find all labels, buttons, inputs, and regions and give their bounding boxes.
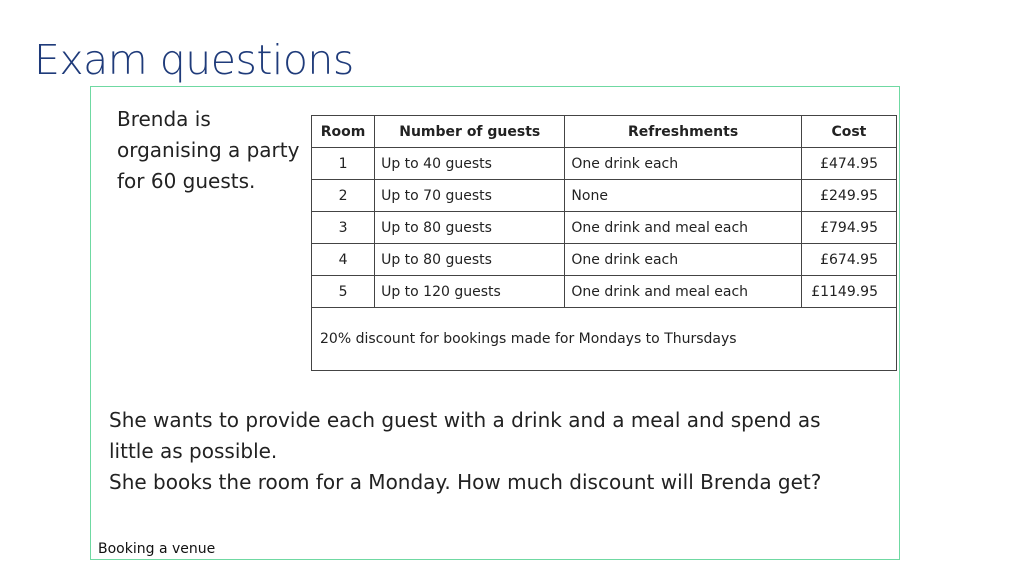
cell-cost: £794.95 [801, 212, 896, 244]
discount-note: 20% discount for bookings made for Mondays to Thursdays [312, 308, 897, 371]
cell-room: 3 [312, 212, 375, 244]
footer-label: Booking a venue [98, 541, 216, 557]
question-line: She wants to provide each guest with a drink and a meal and spend as little as possible. [109, 408, 821, 463]
cell-guests: Up to 120 guests [375, 276, 565, 308]
cell-cost: £249.95 [801, 180, 896, 212]
cell-refreshments: One drink and meal each [565, 276, 801, 308]
cell-cost: £474.95 [801, 148, 896, 180]
table-row [312, 180, 897, 212]
table-row [312, 148, 897, 180]
cell-room: 1 [312, 148, 375, 180]
cell-cost: £674.95 [801, 244, 896, 276]
cell-guests: Up to 40 guests [375, 148, 565, 180]
venue-table-container [311, 115, 897, 371]
header-refreshments: Refreshments [565, 116, 801, 148]
venue-table [311, 115, 897, 371]
table-note-row [312, 308, 897, 371]
header-guests: Number of guests [375, 116, 565, 148]
cell-room: 5 [312, 276, 375, 308]
cell-room: 2 [312, 180, 375, 212]
header-room: Room [312, 116, 375, 148]
cell-room: 4 [312, 244, 375, 276]
table-header-row [312, 116, 897, 148]
table-row [312, 212, 897, 244]
question-line: She books the room for a Monday. How much discount will Brenda get? [109, 470, 822, 494]
slide-title: Exam questions [34, 36, 354, 84]
table-row [312, 276, 897, 308]
cell-cost: £1149.95 [801, 276, 896, 308]
cell-guests: Up to 80 guests [375, 244, 565, 276]
cell-guests: Up to 80 guests [375, 212, 565, 244]
cell-refreshments: One drink each [565, 148, 801, 180]
cell-refreshments: None [565, 180, 801, 212]
cell-guests: Up to 70 guests [375, 180, 565, 212]
intro-text: Brenda is organising a party for 60 guests. [117, 107, 300, 193]
question-text [109, 405, 829, 498]
cell-refreshments: One drink each [565, 244, 801, 276]
table-row [312, 244, 897, 276]
cell-refreshments: One drink and meal each [565, 212, 801, 244]
header-cost: Cost [801, 116, 896, 148]
